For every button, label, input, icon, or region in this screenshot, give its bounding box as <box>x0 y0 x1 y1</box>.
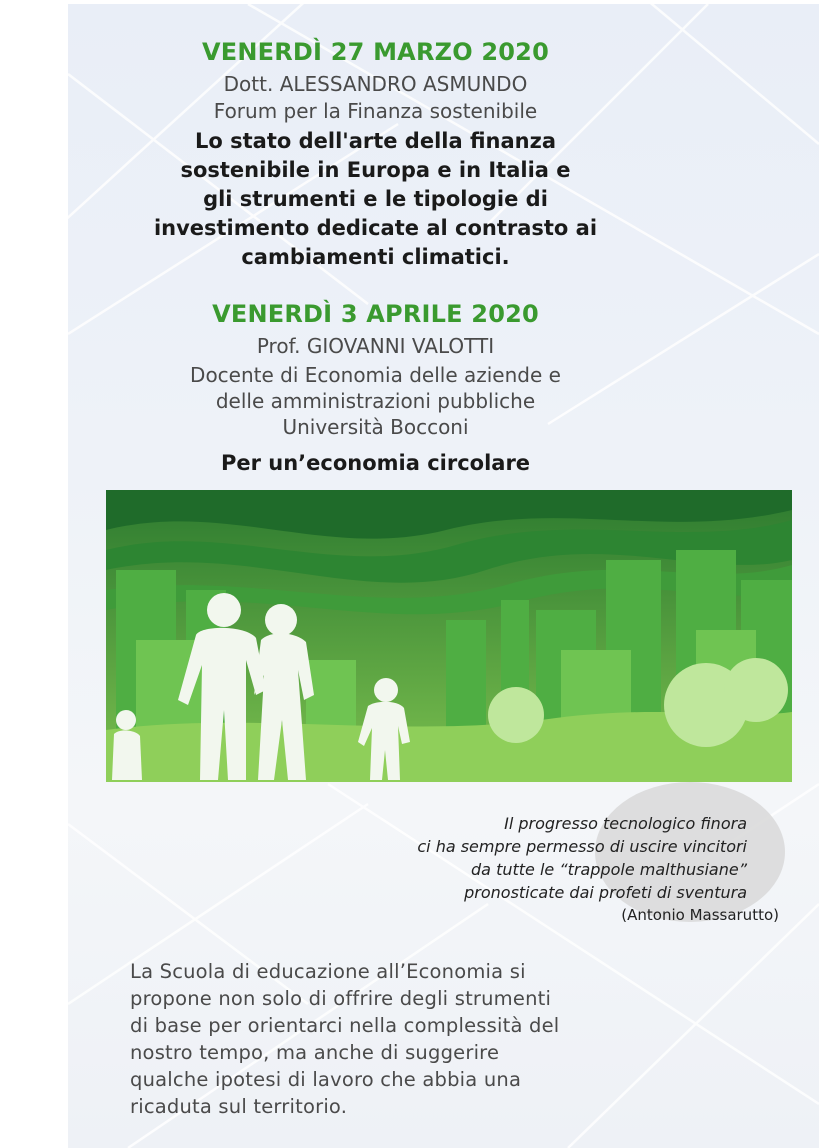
event1-title-line: Lo stato dell'arte della finanza <box>194 129 556 153</box>
quote-line: pronosticate dai profeti di sventura <box>464 883 747 902</box>
event2-date: VENERDÌ 3 APRILE 2020 <box>212 300 539 328</box>
event2-role-line: Università Bocconi <box>282 415 469 439</box>
event1-title-line: investimento dedicate al contrasto ai <box>153 216 598 240</box>
description-line: ricaduta sul territorio. <box>130 1095 348 1118</box>
description-line: propone non solo di offrire degli strumenti <box>130 987 552 1010</box>
quote-block <box>68 812 783 926</box>
event1-title-line: sostenibile in Europa e in Italia e <box>180 158 571 182</box>
event1-title <box>0 127 751 272</box>
event2-title: Per un’economia circolare <box>220 451 531 475</box>
quote-author: (Antonio Massarutto) <box>621 906 779 924</box>
description-line: qualche ipotesi di lavoro che abbia una <box>130 1068 522 1091</box>
school-description <box>130 958 790 1120</box>
description-line: di base per orientarci nella complessità del <box>130 1014 560 1037</box>
event1-title-line: gli strumenti e le tipologie di <box>203 187 548 211</box>
event1-affiliation: Forum per la Finanza sostenibile <box>213 99 538 123</box>
quote-line: da tutte le “trappole malthusiane” <box>471 860 747 879</box>
event2-role-line: delle amministrazioni pubbliche <box>215 389 536 413</box>
description-line: La Scuola di educazione all’Economia si <box>130 960 526 983</box>
description-line: nostro tempo, ma anche di suggerire <box>130 1041 500 1064</box>
event2-role <box>0 362 751 440</box>
green-city-family-illustration <box>106 490 792 782</box>
event2-speaker: Prof. GIOVANNI VALOTTI <box>256 334 495 358</box>
quote-line: Il progresso tecnologico finora <box>504 814 747 833</box>
event1-date: VENERDÌ 27 MARZO 2020 <box>202 38 549 66</box>
event2-role-line: Docente di Economia delle aziende e <box>190 363 561 387</box>
quote-line: ci ha sempre permesso di uscire vincitori <box>417 837 747 856</box>
event1-speaker: Dott. ALESSANDRO ASMUNDO <box>223 72 528 96</box>
event1-title-line: cambiamenti climatici. <box>241 245 510 269</box>
